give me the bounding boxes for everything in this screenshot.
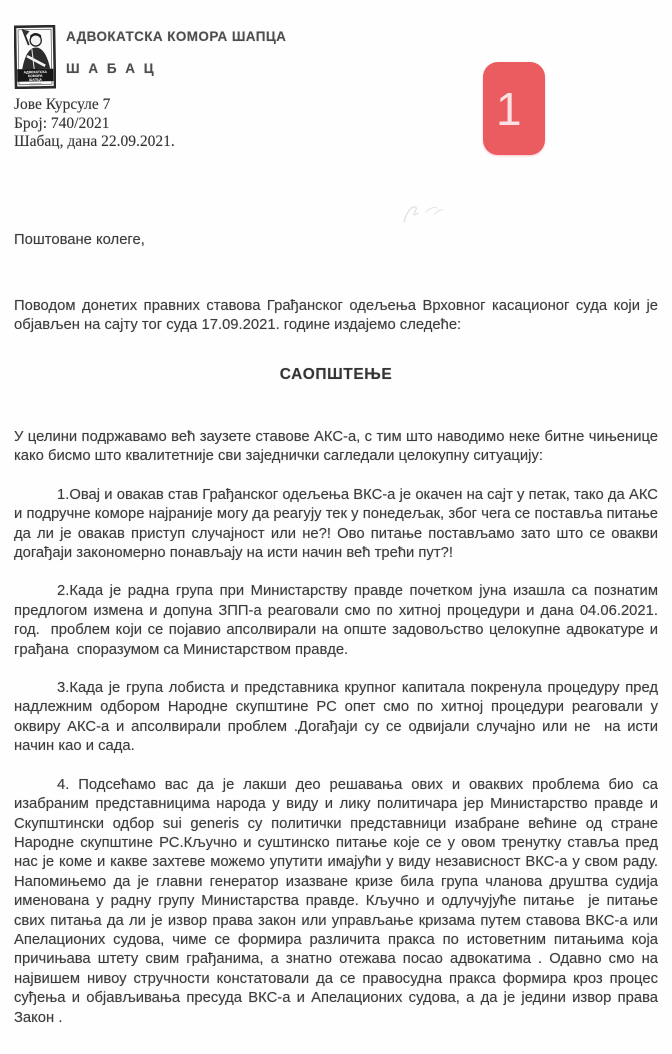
body-paragraph: 4. Подсећамо вас да је лакши део решавања ових и оваквих проблема био са изабраним представницима народа у виду и лику политичара јер Министарство правде и Скупштински одбор sui generis су политички представници изабране већине од стране Народне скупштине РС.Кључно и суштинско питање које се у овом тренутку ставља пред нас је коме и какве захтеве можемо упутити имајући у виду независност ВКС-а у свом раду. Напомињемо да је главни генератор изазване кризе била група чланова друштва судија именована у радну групу Министарства правде. Кључно и одлучујуће питање је питање свих питања да ли је извор права закон или управљање кризама путем ставова ВКС-а или Апелационих судова, чиме се формира различита пракса по истоветним питањима која причињава штету свим грађанима, а знатно отежава посао адвокатима . Одавно смо на највишем нивоу стручности констатовали да се правосудна пракса формира кроз процес суђења и објављивања пресуда ВКС-а и Апелационих судова, а да је једини извор права Закон . <box>14 776 663 1026</box>
body-paragraph: 3.Када је група лобиста и представника крупног капитала покренула процедуру пред надлежним одбором Народне скупштине РС опет смо по хитној процедури реаговали у оквиру АКС-а и апсолвирали проблем .Догађаји су се одвијали случајно или не на исти начин као и сада. <box>14 680 663 755</box>
address-line: Јове Курсуле 7 <box>14 96 111 113</box>
communique-title: САОПШТЕЊЕ <box>279 366 393 383</box>
salutation: Поштоване колеге, <box>14 232 145 248</box>
svg-text:КОМОРА: КОМОРА <box>28 73 43 79</box>
chamber-seal-icon <box>14 25 56 89</box>
body-paragraph: У целини подржавамо већ заузете ставове АКС-а, с тим што наводимо неке битне чињенице како бисмо што квалитетније сви заједнички сагледали целокупну ситуацију: <box>14 429 663 465</box>
body-paragraph: 1.Овај и овакав став Грађанског одељења ВКС-а је окачен на сајт у петак, тако да АКС и подручне коморе најраније могу да реагују тек у понедељак, због чега се поставља питање да ли је овакав приступ случајност или не?! Ово питање постављамо зато што се овакви догађаји закономерно понављају на исти начин већ трећи пут?! <box>14 486 663 562</box>
page-number-badge <box>483 62 545 155</box>
letter-body <box>14 428 663 1047</box>
handwriting-mark-icon <box>390 200 454 228</box>
svg-text:АДВОКАТСКА: АДВОКАТСКА <box>23 69 47 75</box>
date-line: Шабац, дана 22.09.2021. <box>14 133 175 150</box>
page-number-label: 1 <box>496 82 522 135</box>
body-paragraph: 2.Када је радна група при Министарству правде почетком јуна изашла са познатим предлогом измена и допуна ЗПП-а реаговали смо по хитној процедури и дана 04.06.2021. год. проблем који се појавио апсолвирали на опште задовољство целокупне адвокатуре и грађана споразумом са Министарством правде. <box>14 583 663 658</box>
svg-text:ШАПЦА: ШАПЦА <box>28 77 43 82</box>
org-name: АДВОКАТСКА КОМОРА ШАПЦА <box>66 29 287 44</box>
intro-paragraph: Поводом донетих правних ставова Грађанског одељења Врховног касационог суда који је објављен на сајту тог суда 17.09.2021. године издајемо следеће: <box>14 298 663 334</box>
letterhead-address-block <box>14 96 175 152</box>
ref-number-line: Број: 740/2021 <box>14 114 110 132</box>
org-city: Ш А Б А Ц <box>66 61 157 76</box>
